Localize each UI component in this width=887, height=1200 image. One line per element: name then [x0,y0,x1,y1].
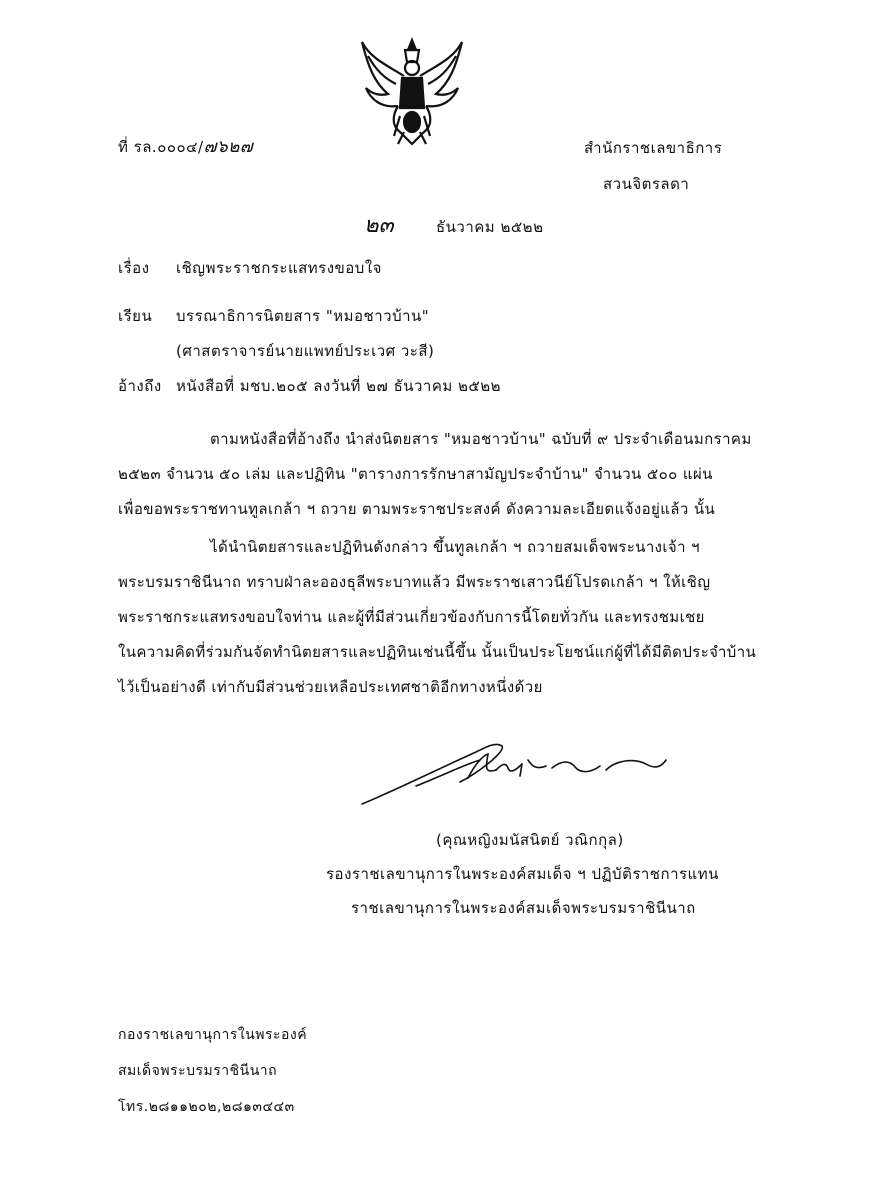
subject-label: เรื่อง [118,259,150,277]
reference-label: อ้างถึง [118,377,162,395]
garuda-emblem-icon [358,36,466,148]
footer-department: กองราชเลขานุการในพระองค์ [118,1027,308,1043]
ref-handwritten: ๗๖๒๗ [203,137,254,157]
body-paragraph-1 [118,422,798,527]
date-day: ๒๓ [364,213,394,238]
footer-phone: โทร.๒๘๑๑๒๐๒,๒๘๑๓๔๔๓ [118,1099,295,1115]
handwritten-signature [356,730,676,810]
paragraph-line: พระบรมราชินีนาถ ทราบฝ่าละอองธุลีพระบาทแล้ว มีพระราชเสาวนีย์โปรดเกล้า ฯ ให้เชิญ [118,573,711,591]
addressee-label: เรียน [118,307,153,325]
footer-department-2: สมเด็จพระบรมราชินีนาถ [118,1063,278,1079]
signatory-name: (คุณหญิงมนัสนิตย์ วณิกกุล) [436,831,624,849]
date-month-year: ธันวาคม ๒๕๒๒ [436,218,544,236]
paragraph-line: เพื่อขอพระราชทานทูลเกล้า ฯ ถวาย ตามพระราชประสงค์ ดังความละเอียดแจ้งอยู่แล้ว นั้น [118,500,716,518]
addressee-line2: (ศาสตราจารย์นายแพทย์ประเวศ วะสี) [176,342,435,360]
office-location: สวนจิตรลดา [603,175,690,193]
addressee-line1: บรรณาธิการนิตยสาร "หมอชาวบ้าน" [176,307,430,325]
ref-label: ที่ รล. [118,138,158,156]
paragraph-line: ตามหนังสือที่อ้างถึง นำส่งนิตยสาร "หมอชาวบ้าน" ฉบับที่ ๙ ประจำเดือนมกราคม [210,430,752,448]
ref-line [118,133,253,160]
signatory-title-2: ราชเลขานุการในพระองค์สมเด็จพระบรมราชินีนาถ [351,899,696,917]
office-name: สำนักราชเลขาธิการ [584,139,723,157]
subject-text: เชิญพระราชกระแสทรงขอบใจ [176,259,382,277]
signatory-title-1: รองราชเลขานุการในพระองค์สมเด็จ ฯ ปฏิบัติราชการแทน [326,865,719,883]
paragraph-line: ไว้เป็นอย่างดี เท่ากับมีส่วนช่วยเหลือประเทศชาติอีกทางหนึ่งด้วย [118,678,543,696]
paragraph-line: ได้นำนิตยสารและปฏิทินดังกล่าว ขึ้นทูลเกล้า ฯ ถวายสมเด็จพระนางเจ้า ฯ [210,538,700,556]
paragraph-line: ในความคิดที่ร่วมกันจัดทำนิตยสารและปฏิทินเช่นนี้ขึ้น นั้นเป็นประโยชน์แก่ผู้ที่ได้มีติดประจำบ้าน [118,643,757,661]
paragraph-line: พระราชกระแสทรงขอบใจท่าน และผู้ที่มีส่วนเกี่ยวข้องกับการนี้โดยทั่วกัน และทรงชมเชย [118,608,705,626]
ref-number: ๐๐๐๔/ [157,138,204,156]
body-paragraph-2 [118,530,798,705]
reference-text: หนังสือที่ มชบ.๒๐๕ ลงวันที่ ๒๗ ธันวาคม ๒๕๒๒ [176,377,502,395]
paragraph-line: ๒๕๒๓ จำนวน ๕๐ เล่ม และปฏิทิน "ตารางการรักษาสามัญประจำบ้าน" จำนวน ๕๐๐ แผ่น [118,465,713,483]
